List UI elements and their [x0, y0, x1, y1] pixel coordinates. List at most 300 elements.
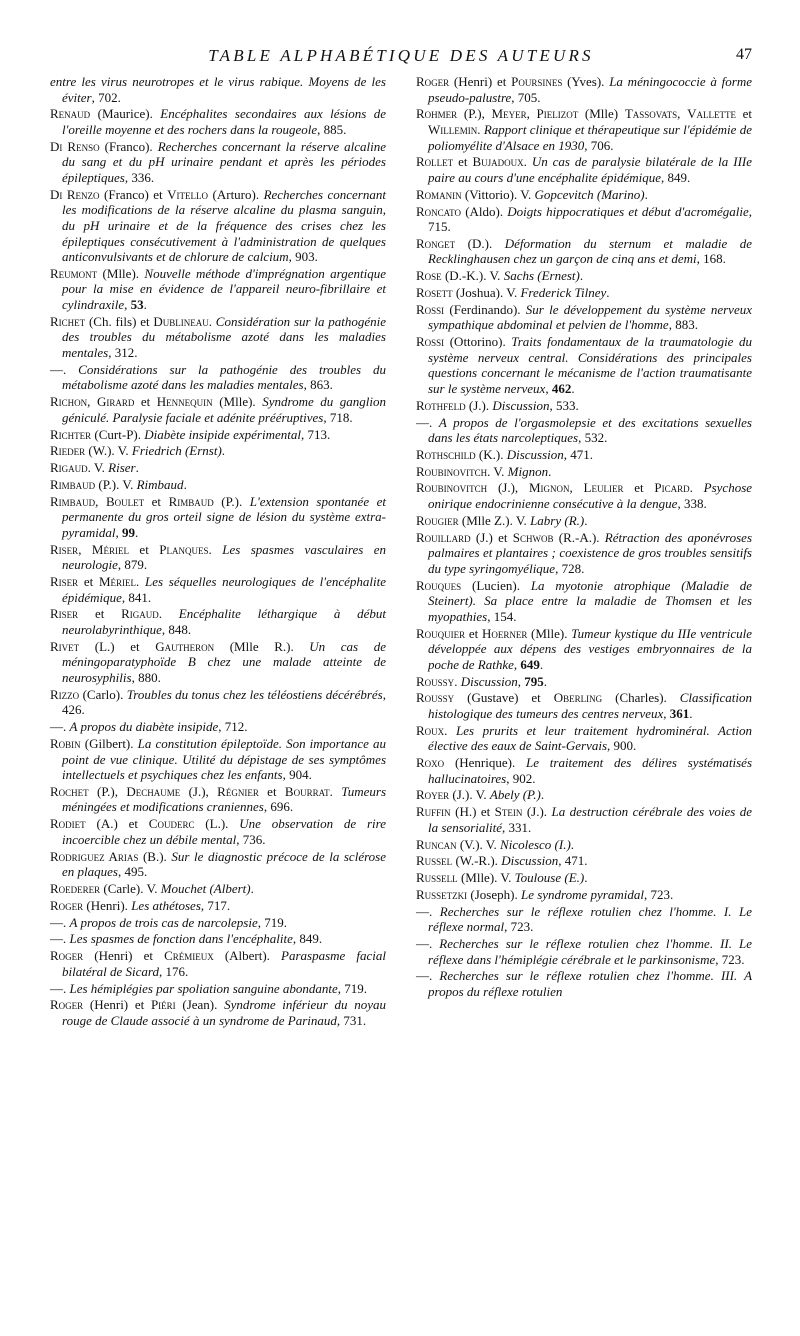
page-header	[50, 0, 752, 74]
entry-text: ,	[124, 297, 131, 313]
author-name: Rigaud	[50, 460, 88, 476]
index-entry	[50, 362, 386, 393]
index-entry	[416, 674, 752, 690]
entry-text: , 471.	[563, 446, 594, 462]
entry-text: (L.) et	[79, 638, 156, 654]
entry-text: (P.). V.	[95, 476, 137, 492]
entry-title: Syndrome inférieur du noyau rouge de Claude associé à un syndrome de Parinaud	[62, 997, 386, 1028]
left-column	[50, 74, 386, 1030]
entry-text: ,	[513, 656, 521, 672]
entry-title: Un cas de méningoparatyphoïde B chez une malade atteinte de neurosyphilis	[62, 638, 386, 685]
entry-text: (J.),	[487, 480, 529, 496]
author-name: Régnier	[217, 783, 259, 799]
entry-title: Déformation du sternum et maladie de Recklinghausen chez un garçon de cinq ans et demi	[428, 235, 752, 267]
index-entry	[416, 154, 752, 185]
index-entry	[416, 236, 752, 267]
entry-text: .	[134, 524, 139, 540]
entry-text: , 902.	[506, 770, 536, 786]
entry-text: .	[584, 512, 588, 528]
entry-text: (Charles).	[602, 690, 680, 706]
index-entry	[416, 302, 752, 333]
entry-text: .	[548, 463, 552, 479]
entry-text: .	[523, 154, 532, 170]
index-entry	[416, 513, 752, 529]
entry-text: .	[579, 268, 584, 284]
entry-text: , 883.	[668, 317, 698, 333]
author-name: Roussy	[416, 673, 455, 689]
entry-text: .	[644, 186, 648, 202]
entry-title: entre les virus neurotropes et le virus rabique. Moyens de les éviter	[50, 74, 386, 105]
author-name: Dublineau	[153, 313, 209, 329]
entry-title: Toulouse (E.)	[514, 870, 585, 886]
index-entry	[50, 687, 386, 718]
entry-text: (H.) et	[450, 804, 495, 820]
author-name: Rothfeld	[416, 397, 466, 413]
entry-text: (Joshua). V.	[452, 285, 521, 301]
entry-text: et	[78, 606, 122, 622]
entry-text: ,	[677, 106, 688, 122]
entry-text: , 717.	[200, 897, 231, 913]
page-ref: 795	[524, 673, 544, 689]
index-entry	[416, 904, 752, 935]
entry-title: Troubles du tonus chez les téléostiens décérébrés	[126, 686, 383, 702]
entry-text: .	[135, 460, 139, 476]
entry-title: Considération sur la pathogénie des troubles du métabolisme azoté dans les maladies mentales	[62, 313, 387, 361]
entry-text: (K.).	[475, 446, 507, 462]
page-ref: 53	[130, 297, 144, 313]
index-entry	[416, 870, 752, 886]
entry-text: , 723.	[715, 951, 745, 967]
index-entry	[416, 887, 752, 903]
author-name: Bujadoux	[472, 154, 524, 170]
entry-title: Friedrich (Ernst)	[131, 443, 222, 459]
entry-text: ,	[526, 106, 537, 122]
index-entry	[50, 881, 386, 897]
author-name: Rosett	[416, 285, 453, 301]
entry-text: , 533.	[549, 397, 579, 413]
entry-title: Doigts hippocratiques et début d'acromégalie	[507, 203, 749, 219]
author-name: Mignon	[528, 480, 570, 496]
entry-text: , 168.	[696, 251, 726, 267]
entry-text: ,	[95, 493, 106, 509]
author-name: Poursines	[511, 74, 563, 89]
entry-text: , 879.	[117, 557, 148, 573]
entry-text: (J.) et	[470, 529, 513, 545]
author-name: Rohmer	[416, 106, 458, 122]
entry-title: Abely (P.)	[489, 787, 541, 803]
entry-title: A propos du diabète insipide	[69, 719, 219, 735]
entry-text: .	[208, 313, 216, 329]
entry-title: La méningococcie à forme pseudo-palustre	[428, 74, 752, 105]
author-name: Di Renzo	[50, 186, 100, 202]
entry-title: Recherches sur le réflexe rotulien chez l'homme. I. Le réflexe normal	[428, 903, 753, 935]
index-entry	[50, 898, 386, 914]
author-name: Richon	[50, 394, 88, 410]
entry-text: , 154.	[487, 608, 517, 624]
author-name: Tassovats	[624, 106, 678, 122]
index-entry	[416, 464, 752, 480]
entry-title: Mouchet (Albert)	[160, 881, 251, 896]
entry-text: .	[136, 574, 145, 590]
entry-text: , 723.	[504, 919, 534, 935]
index-entry	[416, 626, 752, 673]
entry-title: Sachs (Ernest)	[503, 268, 580, 284]
index-entry	[50, 736, 386, 783]
page-ref: 462	[551, 380, 572, 396]
entry-text: (V.). V.	[456, 836, 501, 852]
entry-text: (Curt-P).	[91, 426, 145, 442]
entry-title: Les athétoses	[131, 897, 201, 913]
entry-text: .	[539, 656, 544, 672]
entry-text: —.	[416, 903, 440, 919]
entry-text: (Mlle). V.	[457, 870, 515, 886]
entry-text: , 849.	[292, 931, 323, 947]
index-entry	[50, 981, 386, 997]
index-entry	[50, 427, 386, 443]
entry-title: Tumeur kystique du IIIe ventricule développée aux dépens des vestiges embryonnaires de la poche de Rathke	[428, 625, 752, 672]
index-entry	[416, 578, 752, 625]
entry-title: Psychose onirique endocrinienne consécutive à la dengue	[428, 480, 753, 512]
entry-title: A propos de l'orgasmolepsie et des excitations sexuelles dans les états narcoleptiques	[428, 414, 752, 446]
entry-text: (Vittorio). V.	[461, 186, 535, 202]
entry-text: .	[477, 121, 484, 137]
index-entry	[416, 187, 752, 203]
entry-title: Discussion	[501, 853, 559, 869]
entry-text: et	[128, 541, 160, 557]
index-entry	[50, 460, 386, 476]
entry-title: Traits fondamentaux de la traumatologie du système nerveux central. Considérations des principales questions concernant le mécanisme de l'action traumatisante sur le système nerveux	[428, 334, 752, 396]
index-entry	[50, 931, 386, 947]
entry-text: (J.). V.	[449, 787, 490, 803]
index-entry	[50, 784, 386, 815]
entry-title: Mignon	[507, 463, 549, 479]
index-entry	[416, 334, 752, 396]
entry-text: (Ferdinando).	[444, 301, 526, 317]
entry-text: —.	[416, 968, 440, 984]
index-entry	[50, 477, 386, 493]
entry-text: (W.). V.	[85, 443, 132, 459]
entry-title: Encéphalite léthargique à début neurolabyrinthique	[62, 606, 387, 637]
author-name: Hennequin	[156, 394, 213, 410]
index-entry	[416, 480, 752, 511]
entry-text: ,	[517, 673, 525, 689]
entry-title: Discussion	[506, 446, 564, 462]
author-name: Rossi	[416, 334, 445, 350]
author-name: Boulet	[105, 493, 145, 509]
author-name: Roussy	[416, 690, 455, 706]
entry-text: (Mlle Z.). V.	[458, 512, 531, 528]
entry-title: L'extension spontanée et permanente du gros orteil signe de lésion du système extra-pyramidal	[62, 493, 386, 540]
entry-text: , 904.	[282, 767, 312, 783]
index-entry	[416, 106, 752, 153]
author-name: Riser	[50, 574, 79, 590]
entry-text: , 471.	[558, 853, 588, 869]
index-entry	[416, 285, 752, 301]
index-entry	[50, 314, 386, 361]
entry-title: Gopcevitch (Marino)	[534, 186, 645, 202]
entry-title: Encéphalites secondaires aux lésions de l'oreille moyenne et des rochers dans la rougeole	[62, 106, 387, 137]
index-entry	[416, 415, 752, 446]
entry-text: (R.-A.).	[553, 529, 605, 545]
entry-text: ,	[115, 524, 122, 540]
author-name: Rochet	[50, 783, 89, 799]
author-name: Rose	[416, 268, 442, 284]
entry-title: Riser	[108, 460, 136, 476]
entry-text: (Yves).	[562, 74, 610, 89]
entry-title: Une observation de rire incoercible chez un débile mental	[62, 816, 386, 847]
index-entry	[50, 139, 386, 186]
author-name: Runcan	[416, 836, 457, 852]
author-name: Ruffin	[416, 804, 451, 820]
entry-title: Les hémiplégies par spoliation sanguine abondante	[69, 980, 338, 996]
entry-text: (D.-K.). V.	[441, 268, 504, 284]
entry-text: (Henri) et	[449, 74, 512, 89]
entry-text: , 713.	[300, 426, 331, 442]
author-name: Rollet	[416, 154, 454, 170]
entry-text: , 338.	[677, 496, 707, 512]
author-name: Rimbaud	[50, 493, 96, 509]
entry-text: —.	[416, 414, 439, 430]
index-entry	[416, 447, 752, 463]
entry-text: (Aldo).	[461, 203, 508, 219]
author-name: Picard	[654, 480, 690, 496]
entry-text: (Lucien).	[461, 577, 531, 593]
entry-text: , 903.	[288, 249, 318, 265]
entry-text: , 702.	[91, 89, 121, 105]
author-name: Russetzki	[416, 886, 468, 902]
entry-text: , 719.	[337, 980, 368, 996]
index-entry	[416, 723, 752, 754]
index-entry	[50, 443, 386, 459]
entry-text: , 848.	[161, 622, 192, 637]
author-name: Roubinovitch	[416, 480, 488, 496]
entry-text: (Carlo).	[79, 686, 127, 702]
author-name: Roederer	[50, 881, 101, 896]
author-name: Russel	[416, 853, 453, 869]
running-title: TABLE ALPHABÉTIQUE DES AUTEURS	[208, 46, 594, 65]
entry-text: et	[144, 493, 169, 509]
author-name: Rouques	[416, 577, 462, 593]
author-name: Bourrat	[284, 783, 330, 799]
entry-text: , 336.	[124, 169, 155, 185]
index-entry	[416, 268, 752, 284]
author-name: Royer	[416, 787, 450, 803]
entry-text: —.	[50, 931, 70, 947]
entry-title: Sur le développement du système nerveux sympathique abdominal et pelvien de l'homme	[428, 301, 752, 333]
entry-text: , 312.	[108, 345, 138, 361]
author-name: Ronget	[416, 235, 456, 251]
entry-text: , 696.	[263, 799, 294, 815]
entry-text: (Ottorino).	[444, 334, 512, 350]
entry-text: .	[543, 673, 547, 689]
index-entry	[50, 849, 386, 880]
entry-title: Considérations sur la pathogénie des troubles du métabolisme azoté dans les maladies mentales	[62, 361, 386, 393]
entry-text: .	[183, 476, 187, 492]
entry-text: (Maurice).	[90, 106, 161, 122]
author-name: Planques	[159, 541, 209, 557]
index-entry	[50, 639, 386, 686]
entry-text: .	[329, 783, 342, 799]
entry-title: Un cas de paralysie bilatérale de la IIIe paire au cours d'une encéphalite épidémique	[428, 154, 752, 185]
index-columns	[50, 74, 752, 1030]
entry-text: (Gustave) et	[454, 690, 554, 706]
entry-title: Recherches sur le réflexe rotulien chez l'homme. II. Le réflexe dans l'hémiplégie cérébrale et le parkinsonisme	[428, 936, 753, 967]
entry-text: .	[571, 380, 575, 396]
entry-text: ,	[545, 380, 552, 396]
entry-text: .	[208, 541, 223, 557]
entry-text: et	[134, 394, 157, 410]
entry-title: Tumeurs méningées et modifications craniennes	[62, 783, 387, 815]
author-name: Roger	[50, 948, 84, 964]
entry-text: (Mlle R.).	[214, 638, 310, 654]
author-name: Dechaume	[126, 783, 181, 799]
entry-text: (B.).	[138, 848, 172, 864]
index-entry	[50, 266, 386, 313]
author-name: Roger	[50, 997, 84, 1013]
author-name: Roger	[50, 897, 84, 913]
index-entry	[416, 398, 752, 414]
entry-text: , 863.	[303, 377, 333, 393]
author-name: Riser	[50, 541, 79, 557]
entry-text: (D.).	[455, 235, 505, 251]
author-name: Rougier	[416, 512, 459, 528]
author-name: Roger	[416, 74, 450, 89]
entry-text: —.	[50, 361, 79, 377]
index-entry	[416, 690, 752, 721]
entry-text: .	[540, 787, 545, 803]
entry-title: Discussion	[492, 397, 550, 413]
entry-text: (Henri).	[83, 897, 132, 913]
entry-text: , 715.	[428, 203, 752, 235]
entry-text: .	[444, 722, 457, 738]
entry-text: (Arturo).	[208, 186, 264, 202]
entry-text: , 736.	[236, 831, 266, 847]
entry-text: et	[465, 625, 482, 641]
author-name: Meyer	[491, 106, 527, 122]
entry-text: (Albert).	[213, 948, 282, 964]
entry-text: (P.),	[88, 783, 127, 799]
author-name: Piéri	[150, 997, 176, 1013]
right-column	[416, 74, 752, 1030]
index-entry	[50, 915, 386, 931]
author-name: Renaud	[50, 106, 91, 122]
index-entry	[416, 968, 752, 999]
entry-text: , 712.	[218, 719, 248, 735]
entry-text: .	[143, 297, 147, 313]
entry-text: (P.),	[457, 106, 492, 122]
entry-title: Classification histologique des tumeurs des centres nerveux	[428, 690, 752, 721]
entry-text: (J.),	[180, 783, 218, 799]
entry-text: , 706.	[584, 137, 614, 153]
entry-text: et	[623, 480, 655, 496]
author-name: Oberling	[553, 690, 603, 706]
entry-text: (Franco).	[99, 138, 158, 154]
entry-title: Les spasmes de fonction dans l'encéphalite	[69, 931, 293, 947]
author-name: Rigaud	[121, 606, 159, 622]
author-name: Willemin	[428, 121, 478, 137]
index-entry	[416, 787, 752, 803]
entry-title: Sur le diagnostic précoce de la sclérose en plaques	[62, 848, 386, 880]
entry-text: ,	[87, 394, 97, 410]
author-name: Richet	[50, 313, 86, 329]
entry-text: , 426.	[62, 686, 386, 718]
entry-text: —.	[416, 936, 440, 952]
entry-title: La constitution épileptoïde. Son importance au point de vue clinique. Utilité du dépistage de ses symptômes intellectuels et psychiques chez les enfants	[62, 735, 386, 783]
entry-text: (A.) et	[85, 816, 149, 832]
entry-text: et	[78, 574, 99, 590]
index-entry	[50, 948, 386, 979]
entry-title: Le traitement des délires systématisés hallucinatoires	[428, 755, 753, 786]
author-name: Schwob	[512, 529, 554, 545]
entry-text: (Mlle).	[97, 265, 145, 281]
entry-text: ,	[663, 705, 670, 721]
author-name: Pielizot	[536, 106, 579, 122]
author-name: Vallette	[687, 106, 736, 122]
author-name: Roxo	[416, 755, 445, 771]
index-entry	[416, 936, 752, 967]
page-ref: 649	[520, 656, 540, 672]
author-name: Russell	[416, 870, 458, 886]
entry-text: , 719.	[257, 914, 287, 930]
entry-text: et	[735, 106, 753, 122]
author-name: Rimbaud	[168, 493, 214, 509]
author-name: Riser	[50, 606, 79, 622]
entry-title: Discussion	[460, 673, 518, 689]
entry-text: .	[570, 836, 575, 852]
entry-text: , 849.	[660, 169, 691, 185]
entry-text: (Mlle).	[527, 625, 572, 641]
entry-text: , 841.	[121, 589, 152, 605]
entry-text: (Mlle)	[578, 106, 625, 122]
author-name: Roux	[416, 722, 445, 738]
entry-text: (Gilbert).	[80, 735, 138, 751]
entry-text: (L.).	[194, 816, 240, 832]
entry-text: , 900.	[607, 738, 637, 754]
author-name: Girard	[96, 394, 135, 410]
author-name: Rouillard	[416, 529, 471, 545]
entry-text: , 728.	[555, 560, 585, 576]
entry-text: .	[454, 673, 461, 689]
entry-text: .	[584, 870, 588, 886]
author-name: Rothschild	[416, 446, 476, 462]
index-entry	[416, 804, 752, 835]
entry-title: A propos de trois cas de narcolepsie	[69, 914, 258, 930]
author-name: Crémieux	[164, 948, 214, 964]
entry-text: —.	[50, 980, 70, 996]
entry-text: , 723.	[643, 886, 674, 902]
entry-text: (J.).	[522, 804, 552, 820]
author-name: Stein	[494, 804, 523, 820]
entry-text: (Carle). V.	[100, 881, 161, 896]
entry-title: Recherches concernant la réserve alcaline du sang et du pH urinaire pendant et après les périodes épileptiques	[62, 138, 387, 185]
index-entry	[50, 816, 386, 847]
author-name: Rodriguez Arias	[50, 848, 139, 864]
entry-text: , 880.	[131, 669, 161, 685]
author-name: Di Renso	[50, 138, 100, 154]
author-name: Gautheron	[155, 638, 215, 654]
entry-text: (Henri) et	[83, 948, 165, 964]
author-name: Mériel	[91, 541, 129, 557]
author-name: Rouquier	[416, 625, 466, 641]
index-entry	[50, 494, 386, 541]
entry-text: .	[606, 285, 610, 301]
author-name: Roubinovitch	[416, 463, 488, 479]
entry-title: Diabète insipide expérimental	[144, 426, 301, 442]
index-entry	[416, 204, 752, 235]
entry-title: Les spasmes vasculaires en neurologie	[62, 541, 387, 573]
entry-title: Les séquelles neurologiques de l'encéphalite épidémique	[62, 574, 386, 605]
index-entry	[50, 187, 386, 265]
